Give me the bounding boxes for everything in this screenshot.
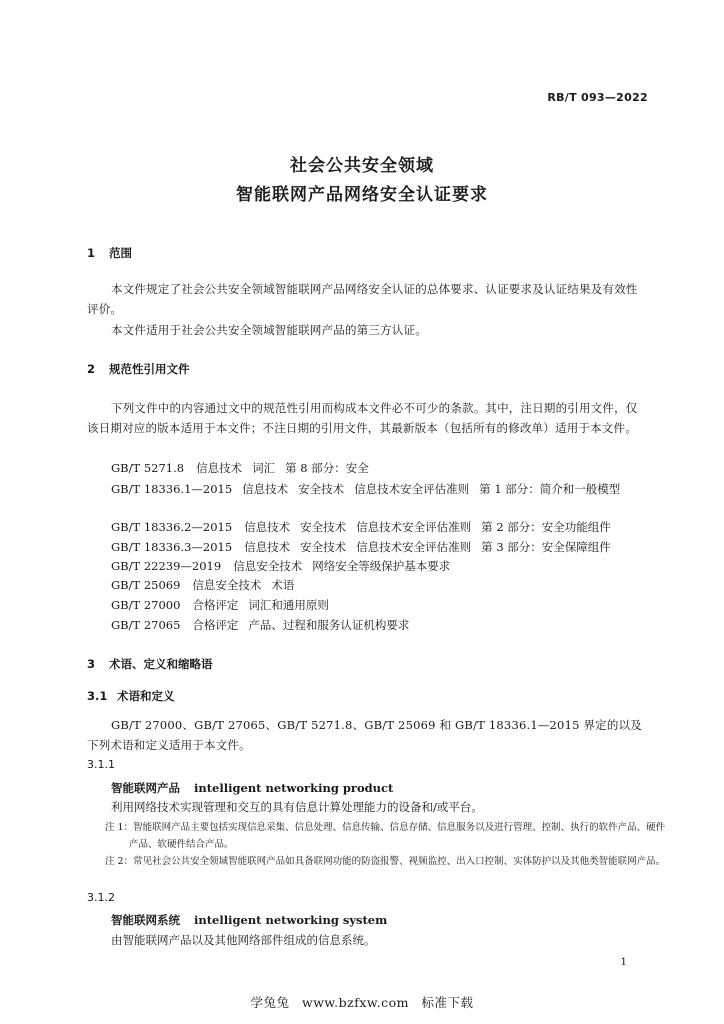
reference-item: GB/T 5271.8 信息技术 词汇 第 8 部分：安全 [111, 461, 369, 475]
term-number: 3.1.2 [87, 891, 115, 904]
section-1-paragraph: 本文件适用于社会公共安全领域智能联网产品的第三方认证。 [111, 323, 427, 337]
footer-site-name: 学兔兔 [250, 995, 290, 1010]
document-title-line1: 社会公共安全领域 [290, 156, 434, 176]
document-title-line2: 智能联网产品网络安全认证要求 [236, 185, 488, 205]
term-note: 注 2：常见社会公共安全领域智能联网产品如具备联网功能的防盗报警、视频监控、出入口控制、实体防护以及其他类智能联网产品。 [105, 856, 666, 867]
section-1-paragraph: 本文件规定了社会公共安全领域智能联网产品网络安全认证的总体要求、认证要求及认证结果及有效性评价。 [87, 282, 638, 316]
page-number: 1 [620, 956, 627, 968]
term-definition: 由智能联网产品以及其他网络部件组成的信息系统。 [111, 933, 376, 947]
reference-item: GB/T 22239—2019 信息安全技术 网络安全等级保护基本要求 [111, 559, 451, 573]
subsection-3-1-intro: GB/T 27000、GB/T 27065、GB/T 5271.8、GB/T 25069 和 GB/T 18336.1—2015 界定的以及下列术语和定义适用于本文件。 [87, 718, 642, 752]
footer-watermark [0, 993, 724, 1011]
reference-item: GB/T 18336.1—2015 信息技术 安全技术 信息技术安全评估准则 第 1 部分：简介和一般模型 [111, 482, 621, 496]
reference-item: GB/T 18336.3—2015 信息技术 安全技术 信息技术安全评估准则 第 3 部分：安全保障组件 [111, 540, 611, 554]
term-title: 智能联网系统 intelligent networking system [111, 913, 388, 927]
term-note: 注 1：智能联网产品主要包括实现信息采集、信息处理、信息传输、信息存储、信息服务以及进行管理、控制、执行的软件产品、硬件产品、软硬件结合产品。 [105, 822, 666, 850]
section-1-heading: 1 范围 [87, 246, 132, 260]
subsection-3-1-heading: 3.1 术语和定义 [87, 689, 175, 703]
term-title: 智能联网产品 intelligent networking product [111, 781, 394, 795]
reference-item: GB/T 18336.2—2015 信息技术 安全技术 信息技术安全评估准则 第 2 部分：安全功能组件 [111, 520, 611, 534]
section-2-heading: 2 规范性引用文件 [87, 362, 190, 376]
section-2-intro: 下列文件中的内容通过文中的规范性引用而构成本文件必不可少的条款。其中，注日期的引用文件，仅该日期对应的版本适用于本文件；不注日期的引用文件，其最新版本（包括所有的修改单）适用于本文件。 [87, 401, 638, 435]
standard-number: RB/T 093—2022 [547, 91, 648, 104]
section-3-heading: 3 术语、定义和缩略语 [87, 657, 213, 671]
term-definition: 利用网络技术实现管理和交互的具有信息计算处理能力的设备和/或平台。 [111, 800, 483, 814]
reference-item: GB/T 27065 合格评定 产品、过程和服务认证机构要求 [111, 618, 410, 632]
reference-item: GB/T 27000 合格评定 词汇和通用原则 [111, 598, 329, 612]
term-number: 3.1.1 [87, 758, 115, 771]
footer-slogan: 标准下载 [421, 995, 474, 1010]
footer-url[interactable]: www.bzfxw.com [302, 995, 409, 1010]
reference-item: GB/T 25069 信息安全技术 术语 [111, 578, 295, 592]
